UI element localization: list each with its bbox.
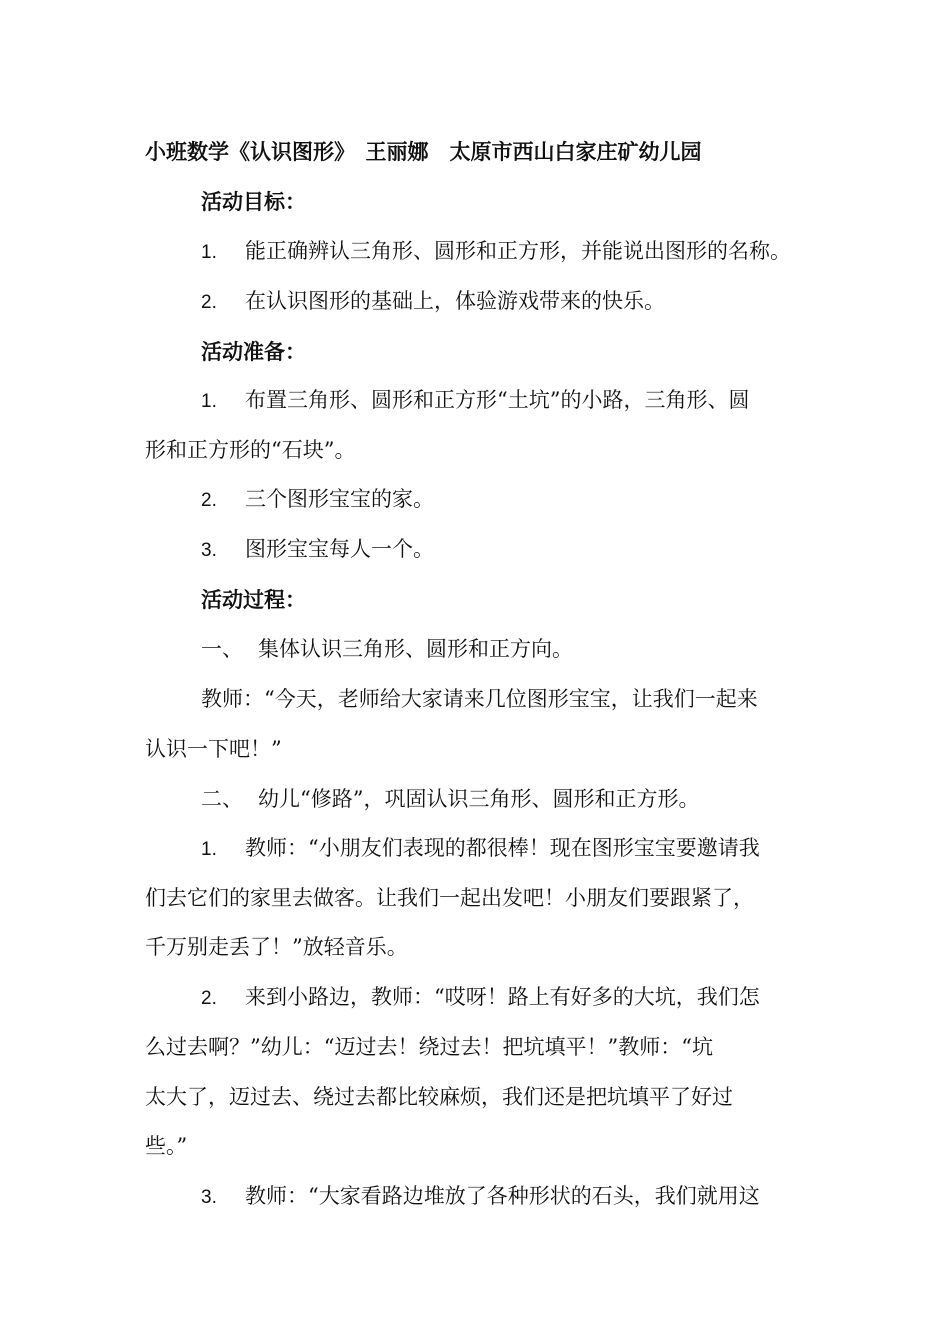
section-text: 集体认识三角形、圆形和正方向。 [258,637,573,661]
document-title: 小班数学《认识图形》 王丽娜 太原市西山白家庄矿幼儿园 [145,140,702,164]
list-number: 2. [201,292,217,313]
step-item [201,1181,760,1213]
paragraph-line: 些。” [145,1134,188,1158]
paragraph-line: 教师：“今天，老师给大家请来几位图形宝宝，让我们一起来 [201,687,758,711]
section-text: 幼儿“修路”，巩固认识三角形、圆形和正方形。 [258,787,700,811]
prep-item [201,534,434,566]
list-number: 2. [201,490,217,511]
list-number: 1. [201,242,217,263]
goal-text: 在认识图形的基础上，体验游戏带来的快乐。 [245,289,665,313]
list-number: 1. [201,839,217,860]
step-text: 来到小路边，教师：“哎呀！路上有好多的大坑，我们怎 [245,985,760,1009]
goal-item [201,236,791,268]
list-number: 1. [201,391,217,412]
paragraph-line: 们去它们的家里去做客。让我们一起出发吧！小朋友们要跟紧了， [145,886,754,910]
prep-item [201,385,749,417]
prep-text: 三个图形宝宝的家。 [245,487,434,511]
paragraph-line: 太大了，迈过去、绕过去都比较麻烦，我们还是把坑填平了好过 [145,1085,733,1109]
prep-heading: 活动准备： [201,340,306,364]
goal-text: 能正确辨认三角形、圆形和正方形，并能说出图形的名称。 [245,239,791,263]
paragraph-line: 千万别走丢了！”放轻音乐。 [145,935,408,959]
section-marker: 一、 [201,637,243,661]
step-text: 教师：“小朋友们表现的都很棒！现在图形宝宝要邀请我 [245,836,760,860]
prep-text: 图形宝宝每人一个。 [245,537,434,561]
list-number: 2. [201,988,217,1009]
section-heading [201,784,699,814]
prep-item [201,484,434,516]
process-heading: 活动过程： [201,588,306,612]
prep-text: 布置三角形、圆形和正方形“土坑”的小路，三角形、圆 [245,388,750,412]
step-item [201,982,760,1014]
paragraph-line: 认识一下吧！” [145,737,282,761]
goal-item [201,286,665,318]
prep-text-continuation: 形和正方形的“石块”。 [145,438,356,462]
section-marker: 二、 [201,787,243,811]
goals-heading: 活动目标： [201,190,306,214]
step-item [201,833,760,865]
section-heading [201,634,573,664]
paragraph-line: 么过去啊？”幼儿：“迈过去！绕过去！把坑填平！”教师：“坑 [145,1035,713,1059]
step-text: 教师：“大家看路边堆放了各种形状的石头，我们就用这 [245,1184,760,1208]
list-number: 3. [201,540,217,561]
list-number: 3. [201,1187,217,1208]
